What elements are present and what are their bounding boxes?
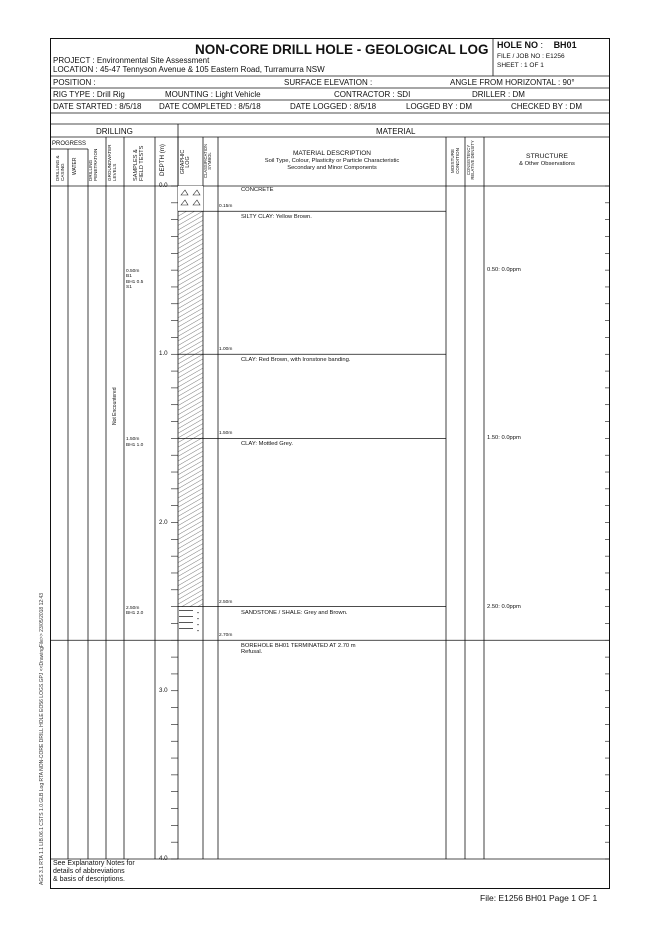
sample-line: 0.50m bbox=[126, 269, 140, 275]
observation-entry: 1.50: 0.0ppm bbox=[487, 435, 521, 442]
header-depth: DEPTH (m) bbox=[159, 144, 166, 176]
driller-field: DRILLER : DM bbox=[472, 90, 525, 99]
sample-entry bbox=[126, 606, 143, 616]
header-graphic-log: GRAPHIC LOG bbox=[180, 149, 192, 175]
header-material-description: MATERIAL DESCRIPTION bbox=[292, 150, 371, 157]
side-stamp: AGS 3.1 RTA 1.1 LIB.06.1 CSTS 1.0.GLB Log RTA NON-CORE DRILL HOLE EO56 LOGS.GPJ <<DrawingFile>> 23/05/2018 12:43 bbox=[39, 592, 45, 885]
depth-axis-label: 4.0 bbox=[159, 855, 168, 862]
stratum-description: CLAY: Red Brown, with Ironstone banding. bbox=[241, 357, 351, 364]
hole-number-separator: : bbox=[540, 40, 544, 50]
location-field: LOCATION : 45-47 Tennyson Avenue & 105 Eastern Road, Turramurra NSW bbox=[53, 65, 325, 74]
date-started-field: DATE STARTED : 8/5/18 bbox=[53, 102, 142, 111]
stratum-depth-label: 2.50m bbox=[219, 599, 233, 605]
observation-entry: 2.50: 0.0ppm bbox=[487, 603, 521, 610]
stratum-depth-label: 0.15m bbox=[219, 204, 233, 210]
header-consistency-density: CONSISTENCY RELATIVE DENSITY bbox=[466, 140, 476, 180]
observation-entry: 0.50: 0.0ppm bbox=[487, 267, 521, 274]
depth-axis-label: 3.0 bbox=[159, 686, 168, 694]
stratum-description: CLAY: Mottled Grey. bbox=[241, 441, 293, 448]
rig-type-field: RIG TYPE : Drill Rig bbox=[53, 90, 125, 99]
log-title: NON-CORE DRILL HOLE - GEOLOGICAL LOG bbox=[195, 42, 489, 57]
sample-entry bbox=[126, 269, 143, 290]
header-material-description-sub1: Soil Type, Colour, Plasticity or Particle Characteristic bbox=[264, 158, 400, 164]
stratum-depth-label: 1.00m bbox=[219, 347, 233, 353]
sample-line: 1.50m bbox=[126, 437, 140, 443]
header-structure: STRUCTURE bbox=[526, 153, 568, 160]
checked-by-field: CHECKED BY : DM bbox=[511, 102, 582, 111]
footnote-line-3: & basis of descriptions. bbox=[53, 876, 125, 883]
header-water: WATER bbox=[72, 157, 78, 175]
hole-number-value: BH01 bbox=[553, 40, 577, 50]
sample-line: B1 bbox=[126, 274, 132, 280]
termination-reason: Refusal. bbox=[241, 649, 263, 656]
header-classification-symbol: CLASSIFICATION SYMBOL bbox=[203, 143, 213, 179]
project-field: PROJECT : Environmental Site Assessment bbox=[53, 56, 210, 65]
stratum-description: SILTY CLAY: Yellow Brown. bbox=[241, 214, 312, 221]
date-logged-field: DATE LOGGED : 8/5/18 bbox=[290, 102, 377, 111]
header-moisture-condition: MOISTURE CONDITION bbox=[450, 148, 460, 174]
stratum-description: CONCRETE bbox=[241, 187, 274, 193]
footnote-line-1: See Explanatory Notes for bbox=[53, 860, 135, 867]
header-structure-sub: & Other Observations bbox=[519, 161, 575, 167]
stratum-depth-label: 1.50m bbox=[219, 431, 233, 437]
termination-text: BOREHOLE BH01 TERMINATED AT 2.70 m bbox=[241, 643, 356, 650]
termination-depth-label: 2.70m bbox=[219, 633, 233, 639]
logged-by-field: LOGGED BY : DM bbox=[406, 102, 473, 111]
header-drilling-casing: DRILLING & CASING bbox=[55, 155, 65, 181]
section-material: MATERIAL bbox=[376, 127, 416, 136]
sheet-number: SHEET : 1 OF 1 bbox=[497, 62, 544, 69]
groundwater-note: Not Encountered bbox=[112, 387, 118, 425]
depth-axis-label: 1.0 bbox=[159, 350, 168, 358]
position-field: POSITION : bbox=[53, 78, 96, 87]
header-material-description-sub2: Secondary and Minor Components bbox=[287, 165, 377, 171]
section-drilling: DRILLING bbox=[96, 127, 133, 136]
footnote bbox=[53, 860, 135, 884]
sample-line: BH1 1.0 bbox=[126, 442, 144, 448]
sample-line: S1 bbox=[126, 284, 132, 290]
depth-axis-label: 2.0 bbox=[159, 518, 168, 526]
stratum-description: SANDSTONE / SHALE: Grey and Brown. bbox=[241, 609, 348, 616]
surface-elevation-field: SURFACE ELEVATION : bbox=[284, 78, 373, 87]
sample-line: BH1 0.5 bbox=[126, 279, 144, 285]
file-job-number: FILE / JOB NO : E1256 bbox=[497, 53, 565, 60]
sample-line: 2.50m bbox=[126, 605, 140, 611]
contractor-field: CONTRACTOR : SDI bbox=[334, 90, 411, 99]
header-samples-field-tests: SAMPLES & FIELD TESTS bbox=[133, 145, 145, 181]
sample-line: BH1 2.0 bbox=[126, 610, 144, 616]
mounting-field: MOUNTING : Light Vehicle bbox=[165, 90, 261, 99]
date-completed-field: DATE COMPLETED : 8/5/18 bbox=[159, 102, 261, 111]
footnote-line-2: details of abbreviations bbox=[53, 868, 125, 875]
hole-number-label: HOLE NO bbox=[497, 40, 539, 50]
sample-entry bbox=[126, 437, 143, 447]
header-groundwater-levels: GROUNDWATER LEVELS bbox=[107, 144, 117, 181]
header-progress: PROGRESS bbox=[52, 141, 87, 147]
depth-axis-label: 0.0 bbox=[159, 182, 168, 189]
header-drilling-penetration: DRILLING PENETRATION bbox=[88, 148, 98, 181]
angle-field: ANGLE FROM HORIZONTAL : 90° bbox=[450, 78, 575, 87]
page-footer: File: E1256 BH01 Page 1 OF 1 bbox=[480, 893, 598, 903]
